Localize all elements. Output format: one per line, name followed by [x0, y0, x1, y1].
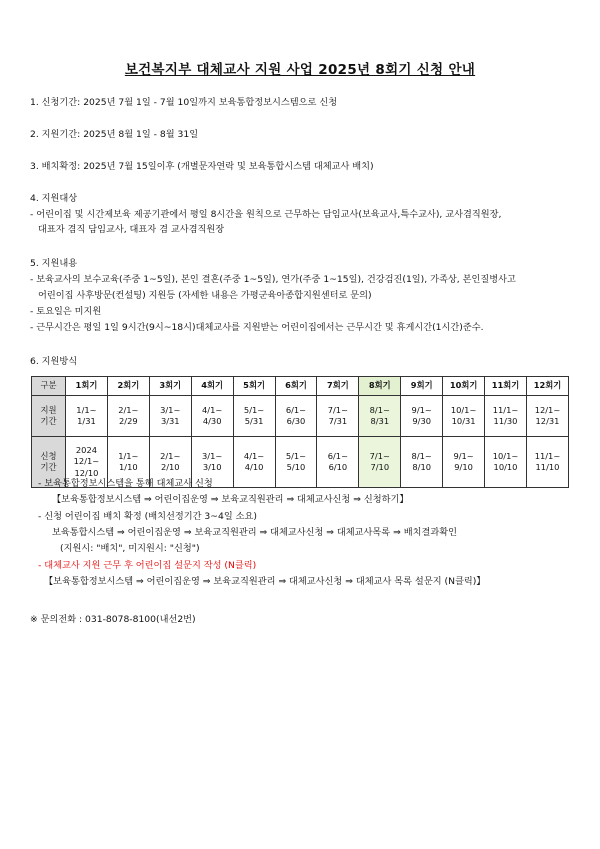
round-header: 12회기: [526, 377, 568, 396]
step-2-path: 보육통합시스템 ⇒ 어린이집운영 ⇒ 보육교직원관리 ⇒ 대체교사신청 ⇒ 대체교사목록 ⇒ 배치결과확인: [52, 527, 457, 538]
apply-period-label: 신청 기간: [32, 437, 66, 488]
page-title: 보건복지부 대체교사 지원 사업 2025년 8회기 신청 안내: [124, 62, 476, 78]
support-cell: 5/1~ 5/31: [233, 396, 275, 437]
step-3-warning: - 대체교사 지원 근무 후 어린이집 설문지 작성 (N클릭): [38, 560, 257, 571]
content-heading: 5. 지원내용: [30, 258, 78, 269]
step-1: - 보육통합정보시스템을 통해 대체교사 신청: [38, 478, 213, 489]
round-header: 4회기: [191, 377, 233, 396]
support-period: 2. 지원기간: 2025년 8월 1일 - 8월 31일: [30, 129, 199, 140]
schedule-table: [31, 376, 569, 488]
round-header: 2회기: [107, 377, 149, 396]
contact-info: ※ 문의전화 : 031-8078-8100(내선2번): [30, 614, 196, 625]
round-header-highlighted: 8회기: [359, 377, 401, 396]
apply-period: 1. 신청기간: 2025년 7월 1일 - 7월 10일까지 보육통합정보시스템으로 신청: [30, 97, 338, 108]
support-cell: 10/1~ 10/31: [443, 396, 485, 437]
round-header: 3회기: [149, 377, 191, 396]
target-line-1: - 어린이집 및 시간제보육 제공기관에서 평일 8시간을 원칙으로 근무하는 담임교사(보육교사,특수교사), 교사겸직원장,: [30, 209, 502, 220]
support-cell: 9/1~ 9/30: [401, 396, 443, 437]
support-cell: 7/1~ 7/31: [317, 396, 359, 437]
method-heading: 6. 지원방식: [30, 356, 78, 367]
target-heading: 4. 지원대상: [30, 193, 78, 204]
support-cell: 4/1~ 4/30: [191, 396, 233, 437]
support-cell: 6/1~ 6/30: [275, 396, 317, 437]
content-line-4: - 근무시간은 평일 1일 9시간(9시~18시)대체교사를 지원받는 어린이집에서는 근무시간 및 휴게시간(1시간)준수.: [30, 322, 484, 333]
support-period-label: 지원 기간: [32, 396, 66, 437]
support-cell-highlighted: 8/1~ 8/31: [359, 396, 401, 437]
content-line-3: - 토요일은 미지원: [30, 306, 102, 317]
apply-cell: 4/1~ 4/10: [233, 437, 275, 488]
apply-cell: 8/1~ 8/10: [401, 437, 443, 488]
table-header-row: [32, 377, 569, 396]
support-cell: 3/1~ 3/31: [149, 396, 191, 437]
placement-confirm: 3. 배치확정: 2025년 7월 15일이후 (개별문자연락 및 보육통합시스템 대체교사 배치): [30, 161, 374, 172]
content-line-1: - 보육교사의 보수교육(주중 1~5일), 본인 결혼(주중 1~5일), 연가(주중 1~15일), 건강검진(1일), 가족상, 본인질병사고: [30, 274, 516, 285]
step-2: - 신청 어린이집 배치 확정 (배치선정기간 3~4일 소요): [38, 511, 257, 522]
apply-cell: 3/1~ 3/10: [191, 437, 233, 488]
apply-cell: 5/1~ 5/10: [275, 437, 317, 488]
support-cell: 11/1~ 11/30: [485, 396, 527, 437]
round-header: 10회기: [443, 377, 485, 396]
apply-cell: 10/1~ 10/10: [485, 437, 527, 488]
apply-cell: 6/1~ 6/10: [317, 437, 359, 488]
table-corner-cell: 구분: [32, 377, 66, 396]
support-cell: 2/1~ 2/29: [107, 396, 149, 437]
apply-cell: 1/1~ 1/10: [107, 437, 149, 488]
support-cell: 12/1~ 12/31: [526, 396, 568, 437]
target-line-2: 대표자 겸직 담임교사, 대표자 겸 교사겸직원장: [38, 224, 225, 235]
round-header: 5회기: [233, 377, 275, 396]
support-cell: 1/1~ 1/31: [66, 396, 108, 437]
step-3-path: 【보육통합정보시스템 ⇒ 어린이집운영 ⇒ 보육교직원관리 ⇒ 대체교사신청 ⇒ 대체교사 목록 설문지 (N클릭)】: [44, 576, 486, 587]
content-line-2: 어린이집 사후방문(컨설팅) 지원등 (자세한 내용은 가평군육아종합지원센터로 문의): [38, 290, 372, 301]
apply-cell: 2024 12/1~ 12/10: [66, 437, 108, 488]
round-header: 1회기: [66, 377, 108, 396]
round-header: 11회기: [485, 377, 527, 396]
step-1-path: 【보육통합정보시스템 ⇒ 어린이집운영 ⇒ 보육교직원관리 ⇒ 대체교사신청 ⇒ 신청하기】: [52, 494, 409, 505]
round-header: 7회기: [317, 377, 359, 396]
apply-cell: 9/1~ 9/10: [443, 437, 485, 488]
apply-cell-highlighted: 7/1~ 7/10: [359, 437, 401, 488]
support-period-row: [32, 396, 569, 437]
round-header: 6회기: [275, 377, 317, 396]
apply-cell: 11/1~ 11/10: [526, 437, 568, 488]
step-2-note: (지원시: "배치", 미지원시: "신청"): [60, 543, 200, 554]
apply-cell: 2/1~ 2/10: [149, 437, 191, 488]
round-header: 9회기: [401, 377, 443, 396]
